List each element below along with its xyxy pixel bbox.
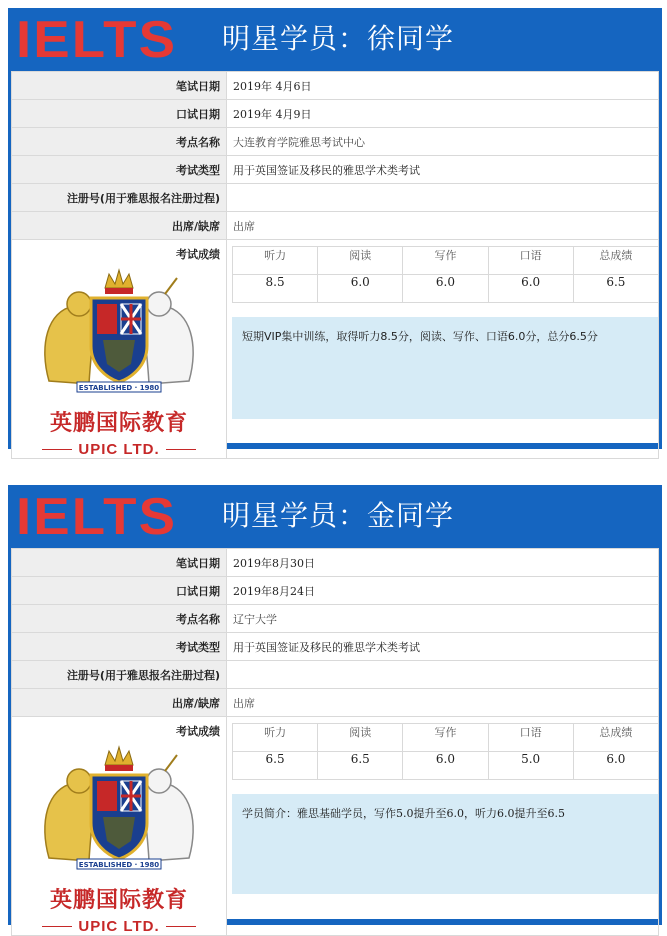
field-value: 2019年8月24日 [227,577,659,605]
score-value-row [233,275,659,303]
score-header: 总成绩 [573,247,658,275]
field-value: 用于英国签证及移民的雅思学术类考试 [227,156,659,184]
score-value: 6.0 [573,752,658,780]
score-cell [227,240,659,459]
score-value: 6.5 [233,752,318,780]
score-value: 6.5 [318,752,403,780]
score-table [232,246,659,303]
score-value: 6.0 [403,275,488,303]
score-header: 总成绩 [573,724,658,752]
score-value-row [233,752,659,780]
score-value: 5.0 [488,752,573,780]
score-value: 8.5 [233,275,318,303]
student-card-2 [8,485,662,935]
brand-cell [12,240,227,459]
field-value: 出席 [227,689,659,717]
table-row [12,212,659,240]
score-header-row [233,247,659,275]
svg-text:ESTABLISHED · 1980: ESTABLISHED · 1980 [78,384,160,392]
score-header: 听力 [233,247,318,275]
field-label: 考点名称 [12,605,227,633]
card-title: 明星学员：金同学 [222,499,455,532]
score-header: 阅读 [318,247,403,275]
score-header: 口语 [488,247,573,275]
table-row [12,605,659,633]
field-value [227,184,659,212]
field-label: 口试日期 [12,577,227,605]
field-value [227,661,659,689]
brand-en-text: UPIC LTD. [78,441,160,458]
score-row [12,240,659,459]
divider [166,449,196,450]
brand-en-text: UPIC LTD. [78,918,160,935]
card-header [8,485,662,548]
field-label: 笔试日期 [12,72,227,100]
test-center-link[interactable]: 辽宁大学 [227,605,659,633]
table-row [12,549,659,577]
ielts-logo: IELTS [16,488,178,546]
card-header [8,8,662,71]
student-card-1 [8,8,662,458]
score-header: 写作 [403,247,488,275]
table-row [12,100,659,128]
field-label: 出席/缺席 [12,689,227,717]
student-note: 短期VIP集中训练，取得听力8.5分，阅读、写作、口语6.0分，总分6.5分 [232,317,659,419]
score-header: 阅读 [318,724,403,752]
field-value: 出席 [227,212,659,240]
table-row [12,72,659,100]
table-row [12,689,659,717]
score-cell [227,717,659,936]
table-row [12,633,659,661]
table-row [12,577,659,605]
brand-name-cn: 英鹏国际教育 [49,888,188,913]
table-row [12,128,659,156]
field-label: 注册号(用于雅思报名注册过程) [12,184,227,212]
divider [166,926,196,927]
divider [42,926,72,927]
divider [42,449,72,450]
info-table [11,71,659,459]
card-body [11,548,659,935]
field-label: 考试类型 [12,633,227,661]
score-row [12,717,659,936]
score-header-row [233,724,659,752]
field-label: 考点名称 [12,128,227,156]
svg-text:ESTABLISHED · 1980: ESTABLISHED · 1980 [78,861,160,869]
field-value: 用于英国签证及移民的雅思学术类考试 [227,633,659,661]
field-label: 出席/缺席 [12,212,227,240]
field-value: 2019年 4月9日 [227,100,659,128]
field-label: 考试类型 [12,156,227,184]
brand-name-cn: 英鹏国际教育 [49,411,188,436]
table-row [12,156,659,184]
card-title: 明星学员：徐同学 [222,22,455,55]
score-header: 写作 [403,724,488,752]
score-table [232,723,659,780]
score-label: 考试成绩 [176,248,220,261]
brand-cell [12,717,227,936]
field-value: 2019年8月30日 [227,549,659,577]
score-header: 口语 [488,724,573,752]
royal-coat-of-arms-icon [19,743,219,873]
score-header: 听力 [233,724,318,752]
test-center-link[interactable]: 大连教育学院雅思考试中心 [227,128,659,156]
ielts-logo: IELTS [16,11,178,69]
card-body [11,71,659,458]
student-note: 学员简介：雅思基础学员，写作5.0提升至6.0，听力6.0提升至6.5 [232,794,659,894]
score-value: 6.5 [573,275,658,303]
score-label: 考试成绩 [176,725,220,738]
royal-coat-of-arms-icon [19,266,219,396]
field-label: 口试日期 [12,100,227,128]
table-row [12,661,659,689]
field-label: 注册号(用于雅思报名注册过程) [12,661,227,689]
field-value: 2019年 4月6日 [227,72,659,100]
score-value: 6.0 [403,752,488,780]
info-table [11,548,659,936]
score-value: 6.0 [488,275,573,303]
brand-name-en [12,918,226,935]
score-value: 6.0 [318,275,403,303]
field-label: 笔试日期 [12,549,227,577]
table-row [12,184,659,212]
brand-name-en [12,441,226,458]
